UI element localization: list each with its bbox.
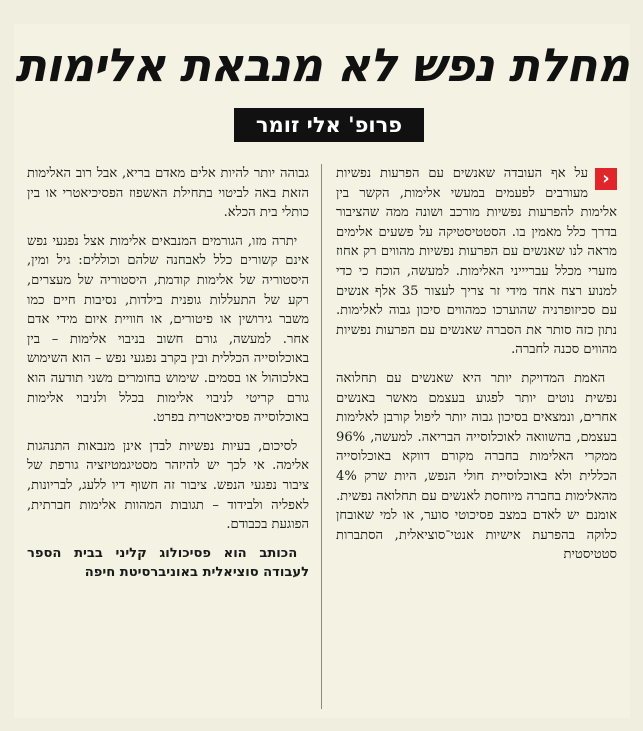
paragraph: יתרה מזו, הגורמים המנבאים אלימות אצל נפגעי נפש אינם קשורים כלל לאבחנה שלהם וכוללים: גיל ומין, היסטוריה של אלימות קודמת, היסטוריה של מעצרים, רקע של התעללות גופנית בילדות, נסיבות חיים כמו משבר גירושין או פיטורים, או חוויית איום מידי אדם אחר. למעשה, גורם חשוב בניבוי אלימות – בין באוכלוסייה הכללית ובין בקרב נפגעי נפש – הוא השימוש באלכוהול או בסמים. שימוש בחומרים משני תודעה הוא גורם קריטי לניבוי אלימות בכלל ולניבוי אלימות באוכלוסייה פסיכיאטרית בפרט. [27, 233, 309, 426]
article-page [14, 24, 630, 718]
paragraph [336, 164, 617, 360]
column-right [336, 164, 617, 709]
column-divider [321, 164, 322, 709]
paragraph: גבוהה יותר להיות אלים מאדם בריא, אבל רוב האלימות הזאת באה לביטוי בתחילת האשפוז הפסיכיאטרי או בין כותלי בית הכלא. [27, 166, 309, 221]
paragraph-text: על אף העובדה שאנשים עם הפרעות נפשיות מעורבים לפעמים במעשי אלימות, הקשר בין אלימות להפרעות נפשיות מורכב ושונה ממה שהציבור בדרך כלל מאמין בו. הסטטיסטיקה על פשעים אלימים מראה לנו שאנשים עם הפרעות נפשיות מהווים רק אחוז מזערי מכלל עבריייני האלימות. למעשה, הוכח כי כדי למנוע רצח אחד מידי זר צריך לעצור 35 אלף אנשים עם סכיזופרניה שהוערכו כמהווים סיכון גבוה לאלימות. נתון כזה סותר את הסברה שאנשים עם הפרעות נפשיות מהווים סכנה לחברה. [336, 166, 617, 358]
author-bio: הכותב הוא פסיכולוג קליני בבית הספר לעבודה סוציאלית באוניברסיטת חיפה [27, 545, 309, 581]
headline: מחלת נפש לא מנבאת אלימות [15, 38, 629, 92]
article-body [27, 164, 617, 709]
byline: פרופ' אלי זומר [234, 108, 424, 142]
column-left [27, 164, 309, 709]
chevron-left-icon: ‹ [595, 168, 617, 190]
paragraph: האמת המדויקת יותר היא שאנשים עם תחלואה נפשית נוטים יותר לפגוע בעצמם מאשר באנשים אחרים, ונמצאים בסיכון גבוה יותר ליפול קורבן לאלימות בעצמם, בהשוואה לאוכלוסייה הבריאה. למעשה, 96% ממקרי האלימות בחברה מקורם דווקא באוכלוסייה הכללית ולא באוכלוסיית חולי הנפש, היות שרק 4% מהאלימות בחברה מיוחסת לאנשים עם תחלואה נפשית. אומנם יש לאדם במצב פסיכוטי סוער, או למי שאובחן כלוקה בהפרעת אישיות אנטי־סוציאלית, הסתברות סטטיסטית [336, 370, 617, 563]
paragraph: לסיכום, בעיות נפשיות לבדן אינן מנבאות התנהגות אלימה. אי לכך יש להיזהר מסטיגמטיזציה גורפת של ציבור נפגעי הנפש. ציבור זה חשוף דיו ללעג, לבריונות, לאפליה ולבידוד – תגובות המהוות אלימות חברתית, הפוגעת בכבודם. [27, 438, 309, 533]
